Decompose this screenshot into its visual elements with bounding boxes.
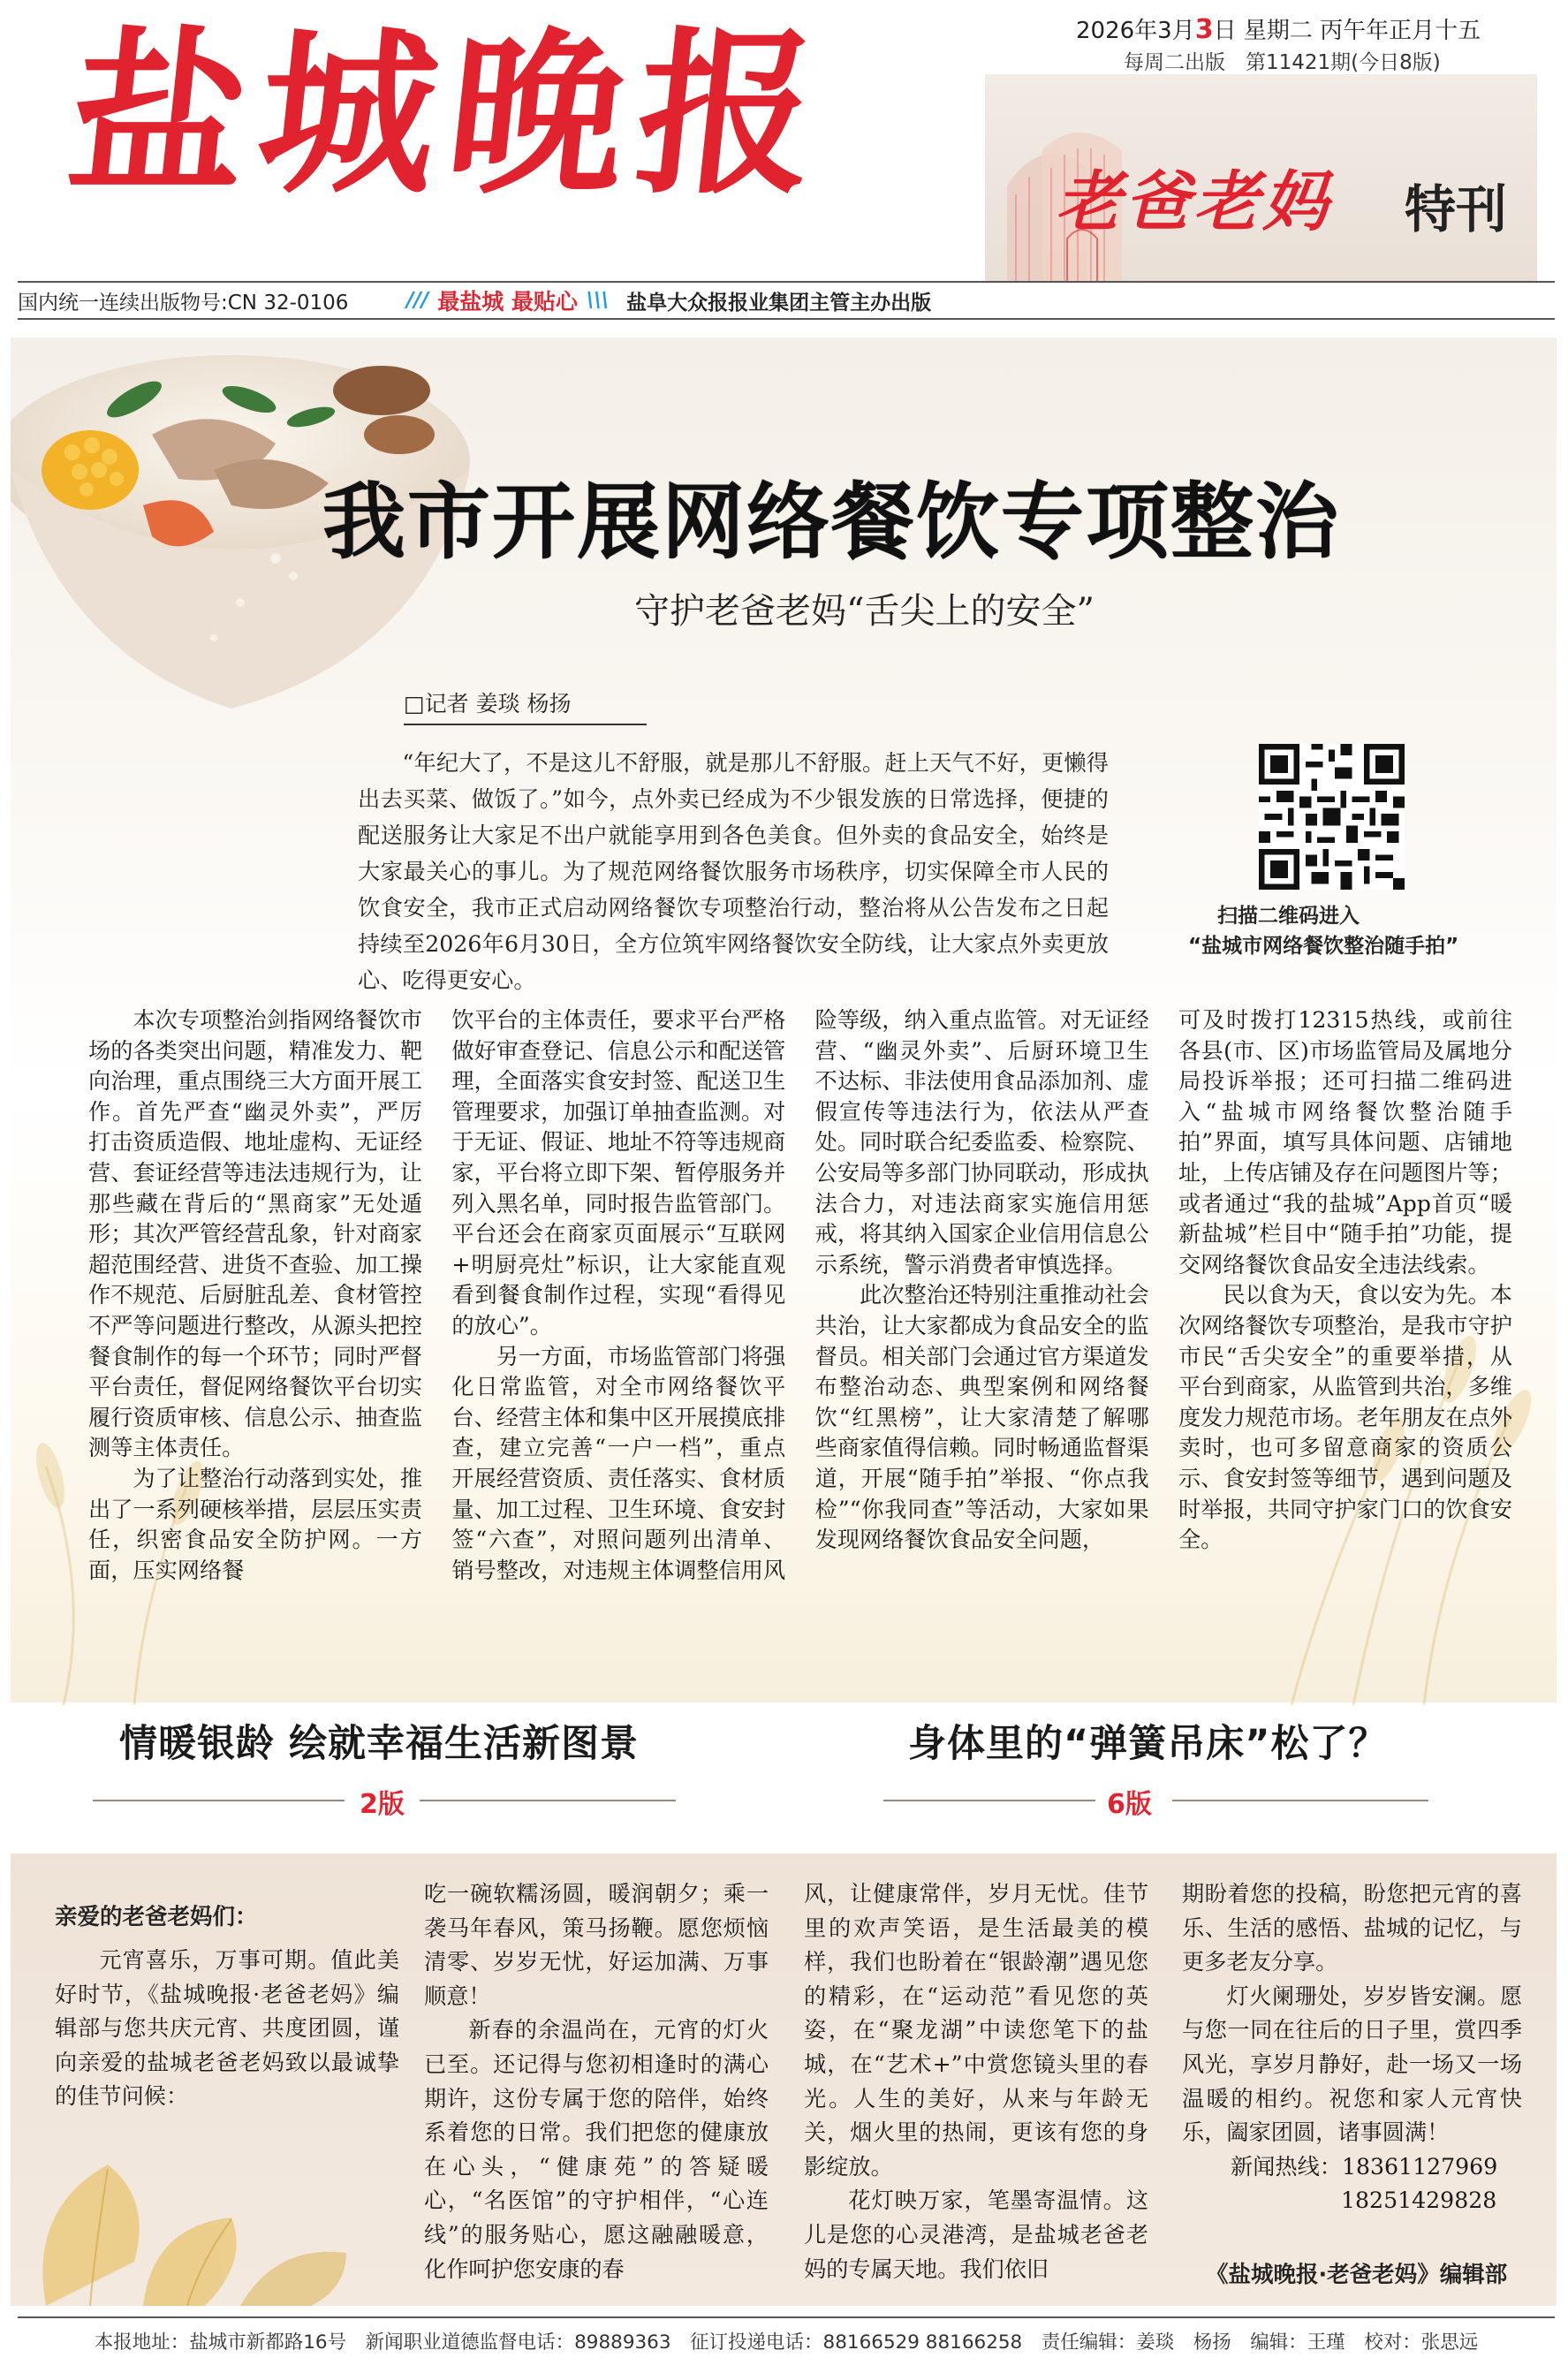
paragraph: 元宵喜乐，万事可期。值此美好时节，《盐城晚报·老爸老妈》编辑部与您共庆元宵、共度团圆，谨向亲爱的盐城老爸老妈致以最诚挚的佳节问候：	[55, 1947, 399, 2110]
letter-column-1	[55, 1944, 399, 2173]
qr-caption: 扫描二维码进入	[1217, 905, 1360, 928]
divider	[1172, 1800, 1428, 1801]
article-column-3	[815, 1005, 1149, 1659]
byline: □记者 姜琰 杨扬	[404, 686, 647, 725]
letter-greeting: 亲爱的老爸老妈们：	[55, 1904, 258, 1930]
paragraph: 灯火阑珊处，岁岁皆安澜。愿与您一同在往后的日子里，赏四季风光，享岁月静好，赴一场又一场温暖的相约。祝您和家人元宵快乐，阖家团圆，诸事圆满！	[1182, 1983, 1522, 2146]
main-headline: 我市开展网络餐饮专项整治	[322, 474, 1341, 571]
paragraph: 期盼着您的投稿，盼您把元宵的喜乐、生活的感悟、盐城的记忆，与更多老友分享。	[1182, 1881, 1522, 1975]
paragraph: 饮平台的主体责任，要求平台严格做好审查登记、信息公示和配送管理，全面落实食安封签、配送卫生管理要求，加强订单抽查监测。对于无证、假证、地址不符等违规商家，平台将立即下架、暂停服务并列入黑名单，同时报告监管部门。平台还会在商家页面展示“互联网+明厨亮灶”标识，让大家能直观看到餐食制作过程，实现“看得见的放心”。	[451, 1007, 786, 1338]
newspaper-logo: 盐城晚报	[59, 11, 838, 218]
letter-column-2	[424, 1877, 769, 2301]
slash-decoration-icon: ///	[406, 289, 429, 312]
article-column-2	[451, 1005, 785, 1659]
registration-bar	[18, 281, 1555, 320]
qr-code-icon[interactable]	[1259, 744, 1405, 890]
paragraph: 为了让整治行动落到实处，推出了一系列硬核举措，层层压实责任，织密食品安全防护网。一方面，压实网络餐	[88, 1465, 422, 1583]
article-column-4	[1178, 1005, 1512, 1659]
paragraph: 民以食为天，食以安为先。本次网络餐饮专项整治，是我市守护市民“舌尖安全”的重要举措，从平台到商家，从监管到共治，多维度发力规范市场。老年朋友在点外卖时，也可多留意商家的资质公示、食安封签等细节，遇到问题及时举报，共同守护家门口的饮食安全。	[1178, 1282, 1512, 1553]
teaser-headline-page-6[interactable]: 身体里的“弹簧吊床”松了？	[908, 1722, 1388, 1766]
paragraph: 风，让健康常伴，岁月无忧。佳节里的欢声笑语，是生活最美的模样，我们也盼着在“银龄潮”遇见您的精彩，在“运动范”看见您的英姿，在“聚龙湖”中读您笔下的盐城，在“艺术+”中赏您镜头里的春光。人生的美好，从来与年龄无关，烟火里的热闹，更该有您的身影绽放。	[804, 1881, 1148, 2180]
article-column-1	[88, 1005, 422, 1659]
qr-caption-title: “盐城市网络餐饮整治随手拍”	[1188, 935, 1459, 958]
teaser-headline-page-2[interactable]: 情暖银龄 绘就幸福生活新图景	[119, 1722, 639, 1766]
letter-column-3	[804, 1877, 1148, 2301]
date-suffix: 日 星期二 丙午年正月十五	[1213, 18, 1481, 44]
slogan: 最盐城 最贴心	[437, 289, 578, 315]
lead-text: “年纪大了，不是这儿不舒服，就是那儿不舒服。赶上天气不好，更懒得出去买菜、做饭了。”如今，点外卖已经成为不少银发族的日常选择，便捷的配送服务让大家足不出户就能享用到各色美食。但外卖的食品安全，始终是大家最关心的事儿。为了规范网络餐饮服务市场秩序，切实保障全市人民的饮食安全，我市正式启动网络餐饮专项整治行动，整治将从公告发布之日起持续至2026年6月30日，全方位筑牢网络餐饮安全防线，让大家点外卖更放心、吃得更安心。	[358, 750, 1109, 993]
article-body	[88, 1005, 1512, 1659]
issue-info: 每周二出版 第11421期(今日8版)	[1124, 51, 1441, 74]
divider	[93, 1800, 345, 1801]
paragraph: 新春的余温尚在，元宵的灯火已至。还记得与您初相逢时的满心期许，这份专属于您的陪伴，始终系着您的日常。我们把您的健康放在心头，“健康苑”的答疑暖心，“名医馆”的守护相伴，“心连线”的服务贴心，愿这融融暖意，化作呵护您安康的春	[424, 2017, 769, 2282]
paragraph: 另一方面，市场监管部门将强化日常监管，对全市网络餐饮平台、经营主体和集中区开展摸底排查，建立完善“一户一档”，重点开展经营资质、责任落实、食材质量、加工过程、卫生环境、食安封签“六查”，对照问题列出清单、销号整改，对违规主体调整信用风	[451, 1343, 786, 1583]
date-day: 3	[1194, 14, 1214, 45]
page-reference-2[interactable]: 2版	[360, 1789, 405, 1820]
letter-column-4	[1182, 1877, 1522, 2301]
paragraph: 本次专项整治剑指网络餐饮市场的各类突出问题，精准发力、靶向治理，重点围绕三大方面开展工作。首先严查“幽灵外卖”，严厉打击资质造假、地址虚构、无证经营、套证经营等违法违规行为，让那些藏在背后的“黑商家”无处遁形；其次严管经营乱象，针对商家超范围经营、进货不查验、加工操作不规范、后厨脏乱差、食材管控不严等问题进行整改，从源头把控餐食制作的每一个环节；同时严督平台责任，督促网络餐饮平台切实履行资质审核、信息公示、抽查监测等主体责任。	[88, 1007, 422, 1461]
sub-headline: 守护老爸老妈“舌尖上的安全”	[634, 591, 1095, 632]
lead-paragraph	[358, 745, 1109, 998]
date-prefix: 2026年3月	[1076, 18, 1195, 44]
paragraph: 花灯映万家，笔墨寄温情。这儿是您的心灵港湾，是盐城老爸老妈的专属天地。我们依旧	[804, 2187, 1148, 2282]
divider	[420, 1800, 676, 1801]
footer-text: 本报地址：盐城市新都路16号 新闻职业道德监督电话：89889363 征订投递电话：88166529 88166258 责任编辑：姜琰 杨扬 编辑：王瑾 校对：张思远	[94, 2331, 1479, 2354]
paragraph: 可及时拨打12315热线，或前往各县(市、区)市场监管局及属地分局投诉举报；还可扫描二维码进入“盐城市网络餐饮整治随手拍”界面，填写具体问题、店铺地址，上传店铺及存在问题图片等；或者通过“我的盐城”App首页“暖新盐城”栏目中“随手拍”功能，提交网络餐饮食品安全违法线索。	[1178, 1007, 1512, 1277]
divider	[883, 1800, 1095, 1801]
paragraph: 吃一碗软糯汤圆，暖润朝夕；乘一袭马年春风，策马扬鞭。愿您烦恼清零、岁岁无忧，好运加满、万事顺意！	[424, 1881, 769, 2009]
slash-decoration-icon: \\\	[586, 289, 610, 312]
paragraph: 险等级，纳入重点监管。对无证经营、“幽灵外卖”、后厨环境卫生不达标、非法使用食品添加剂、虚假宣传等违法行为，依法从严查处。同时联合纪委监委、检察院、公安局等多部门协同联动，形成执法合力，对违法商家实施信用惩戒，将其纳入国家企业信用信息公示系统，警示消费者审慎选择。	[814, 1007, 1149, 1277]
special-edition-suffix: 特刊	[1405, 179, 1508, 239]
page-reference-6[interactable]: 6版	[1107, 1789, 1152, 1820]
hotline: 新闻热线：18361127969	[1231, 2153, 1498, 2180]
date-line	[1076, 12, 1481, 45]
letter-signature: 《盐城晚报·老爸老妈》编辑部	[1206, 2262, 1508, 2288]
registration-number: 国内统一连续出版物号:CN 32-0106	[18, 291, 349, 315]
special-edition-title: 老爸老妈	[1056, 164, 1331, 240]
footer	[18, 2316, 1555, 2362]
paragraph: 此次整治还特别注重推动社会共治，让大家都成为食品安全的监督员。相关部门会通过官方渠道发布整治动态、典型案例和网络餐饮“红黑榜”，让大家清楚了解哪些商家值得信赖。同时畅通监督渠道，开展“随手拍”举报、“你点我检”“你我同查”等活动，大家如果发现网络餐饮食品安全问题，	[814, 1282, 1149, 1553]
publisher: 盐阜大众报报业集团主管主办出版	[626, 291, 932, 315]
hotline-secondary: 18251429828	[1341, 2187, 1497, 2214]
